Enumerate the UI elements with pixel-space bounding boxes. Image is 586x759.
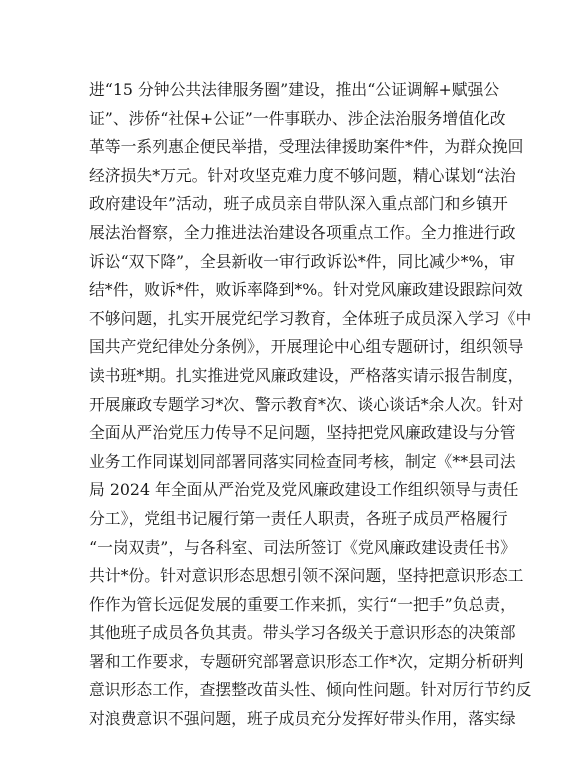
text-line: 证”、涉侨“社保+公证”一件事联办、涉企法治服务增值化改	[89, 108, 506, 128]
text-line: 革等一系列惠企便民举措，受理法律援助案件*件，为群众挽回	[89, 137, 524, 157]
text-line: 意识形态工作，查摆整改苗头性、倾向性问题。针对厉行节约反	[89, 680, 532, 700]
text-line: 国共产党纪律处分条例》，开展理论中心组专题研讨，组织领导	[89, 337, 524, 357]
text-line: 展法治督察，全力推进法治建设各项重点工作。全力推进行政	[89, 222, 516, 242]
text-line: 开展廉政专题学习*次、警示教育*次、谈心谈话*余人次。针对	[89, 394, 524, 414]
text-line: 局 2024 年全面从严治党及党风廉政建设工作组织领导与责任	[89, 480, 519, 500]
text-line: 诉讼“双下降”，全县新收一审行政诉讼*件，同比减少*%，审	[89, 251, 516, 271]
text-line: 分工》，党组书记履行第一责任人职责，各班子成员严格履行	[89, 508, 508, 528]
text-line: 不够问题，扎实开展党纪学习教育，全体班子成员深入学习《中	[89, 308, 532, 328]
body-paragraph	[89, 76, 532, 734]
text-line: 结*件，败诉*件，败诉率降到*%。针对党风廉政建设跟踪问效	[89, 280, 523, 300]
text-line: 政府建设年”活动，班子成员亲自带队深入重点部门和乡镇开	[89, 194, 508, 214]
text-line: 署和工作要求，专题研究部署意识形态工作*次，定期分析研判	[89, 651, 524, 671]
text-line: 经济损失*万元。针对攻坚克难力度不够问题，精心谋划“法治	[89, 165, 516, 185]
text-line: 作作为管长远促发展的重要工作来抓，实行“一把手”负总责，	[89, 594, 516, 614]
text-line: 对浪费意识不强问题，班子成员充分发挥好带头作用，落实绿	[89, 709, 516, 729]
text-line: 进“15 分钟公共法律服务圈”建设，推出“公证调解+赋强公	[89, 80, 500, 99]
text-line: “一岗双责”，与各科室、司法所签订《党风廉政建设责任书》	[89, 537, 516, 557]
text-line: 业务工作同谋划同部署同落实同检查同考核，制定《**县司法	[89, 451, 516, 471]
text-line: 其他班子成员各负其责。带头学习各级关于意识形态的决策部	[89, 623, 516, 643]
text-line: 共计*份。针对意识形态思想引领不深问题，坚持把意识形态工	[89, 566, 524, 586]
text-line: 读书班*期。扎实推进党风廉政建设，严格落实请示报告制度，	[89, 365, 524, 385]
text-line: 全面从严治党压力传导不足问题，坚持把党风廉政建设与分管	[89, 423, 516, 443]
